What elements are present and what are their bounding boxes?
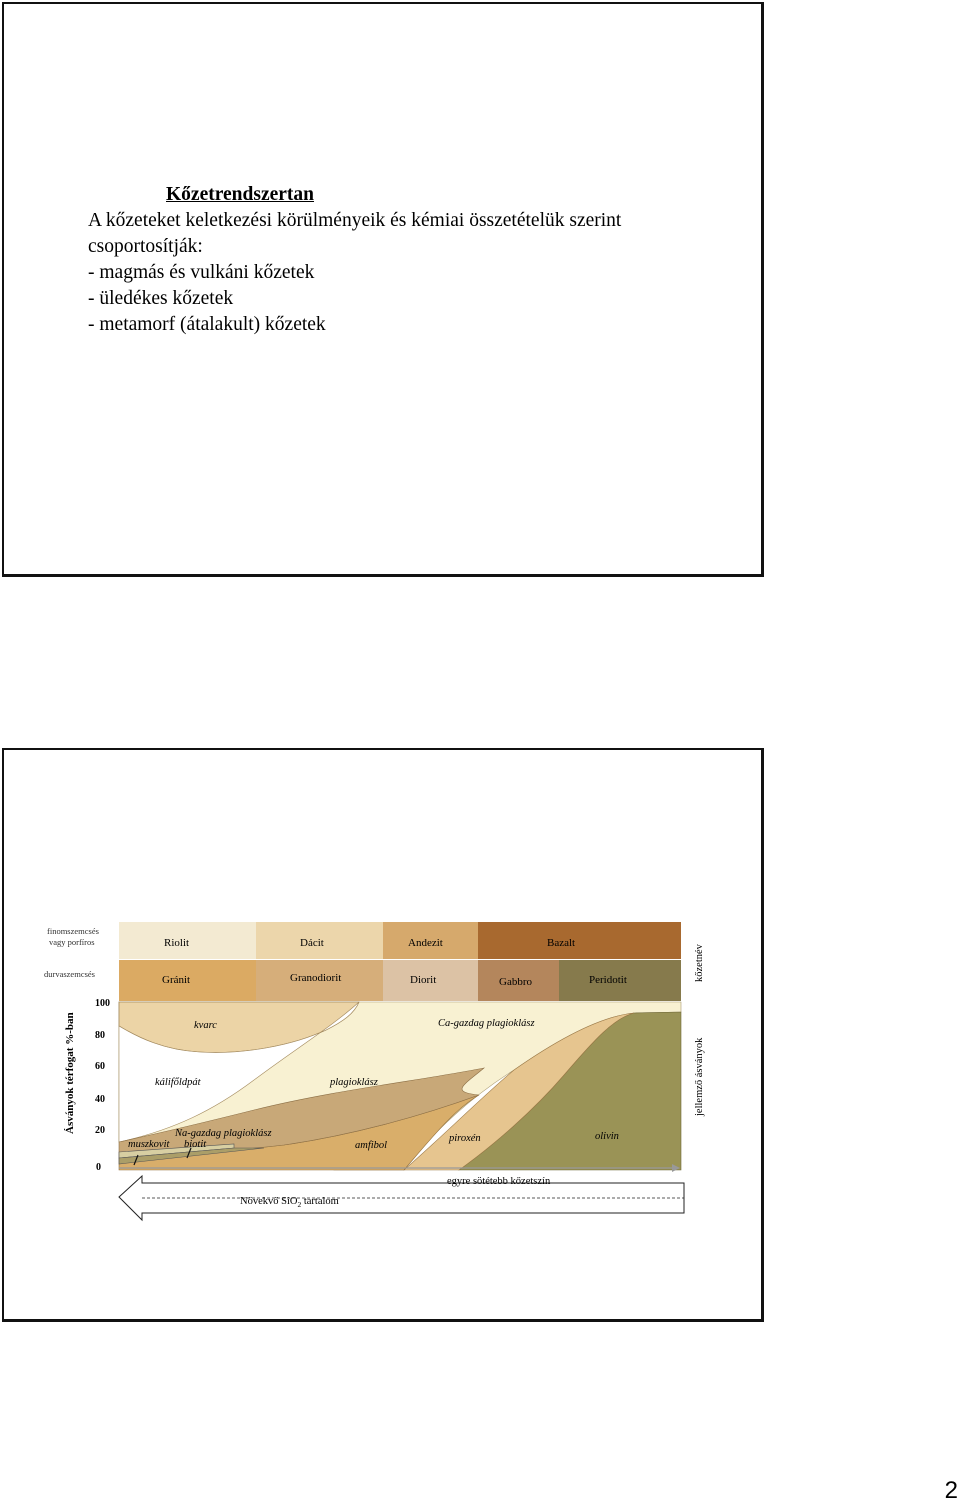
y-tick-0: 0 <box>96 1162 101 1173</box>
rock-classification-diagram <box>4 750 761 1319</box>
y-tick-100: 100 <box>95 998 110 1009</box>
rock-label-diorit: Diorit <box>410 974 437 986</box>
rock-label-granodiorit: Granodiorit <box>290 972 342 984</box>
coarse-grained-label: durvaszemcsés <box>44 969 95 979</box>
mineral-label-muscovite: muszkovit <box>128 1139 170 1150</box>
sio2-label: Növekvő SiO$_2$ tartalom <box>240 1196 339 1209</box>
mineral-label-quartz: kvarc <box>194 1020 217 1031</box>
darker-rock-colour-label: egyre sötétebb kőzetszín <box>447 1176 551 1187</box>
rock-label-dacit: Dácit <box>300 937 324 949</box>
page-number: 2 <box>944 1477 958 1504</box>
list-item-igneous: - magmás és vulkáni kőzetek <box>88 262 315 283</box>
y-tick-40: 40 <box>95 1094 105 1105</box>
mineral-label-olivine: olivin <box>595 1131 619 1142</box>
y-tick-80: 80 <box>95 1030 105 1041</box>
y-tick-20: 20 <box>95 1125 105 1136</box>
mineral-label-amphibole: amfibol <box>355 1140 388 1151</box>
rock-label-riolit: Riolit <box>164 937 190 949</box>
y-axis-label: Ásványok térfogat %-ban <box>64 1012 76 1134</box>
rock-label-andezit: Andezit <box>408 937 443 949</box>
intro-line-continued: csoportosítják: <box>88 236 203 257</box>
rock-label-peridotit: Peridotit <box>589 974 627 986</box>
rock-label-bazalt: Bazalt <box>547 937 576 949</box>
rock-label-granit: Gránit <box>162 974 191 986</box>
mineral-label-pyroxene: piroxén <box>449 1133 481 1144</box>
y-tick-60: 60 <box>95 1061 105 1072</box>
slide-1-text <box>88 182 621 338</box>
list-item-metamorphic: - metamorf (átalakult) kőzetek <box>88 314 326 335</box>
mineral-label-biotite: biotit <box>184 1139 207 1150</box>
cell-bazalt <box>478 922 681 959</box>
right-label-characteristic-minerals: jellemző ásványok <box>694 1037 705 1116</box>
slide-title: Kőzetrendszertan <box>166 184 315 205</box>
mineral-label-plagioclase: plagioklász <box>330 1077 378 1088</box>
list-item-sedimentary: - üledékes kőzetek <box>88 288 234 309</box>
intro-line: A kőzeteket keletkezési körülményeik és kémiai összetételük szerint <box>88 210 622 231</box>
slide-1 <box>2 2 764 577</box>
fine-grained-label-1: finomszemcsés <box>47 926 99 936</box>
fine-grained-label-2: vagy porfíros <box>49 937 95 947</box>
mineral-label-k-feldspar: kálifőldpát <box>155 1077 201 1088</box>
rock-label-gabbro: Gabbro <box>499 976 532 988</box>
mineral-label-ca-plagioclase: Ca-gazdag plagioklász <box>438 1018 535 1029</box>
right-label-rock-name: kőzetnév <box>694 944 705 982</box>
slide-2 <box>2 748 764 1322</box>
mineral-label-na-plagioclase: Na-gazdag plagioklász <box>175 1128 272 1139</box>
